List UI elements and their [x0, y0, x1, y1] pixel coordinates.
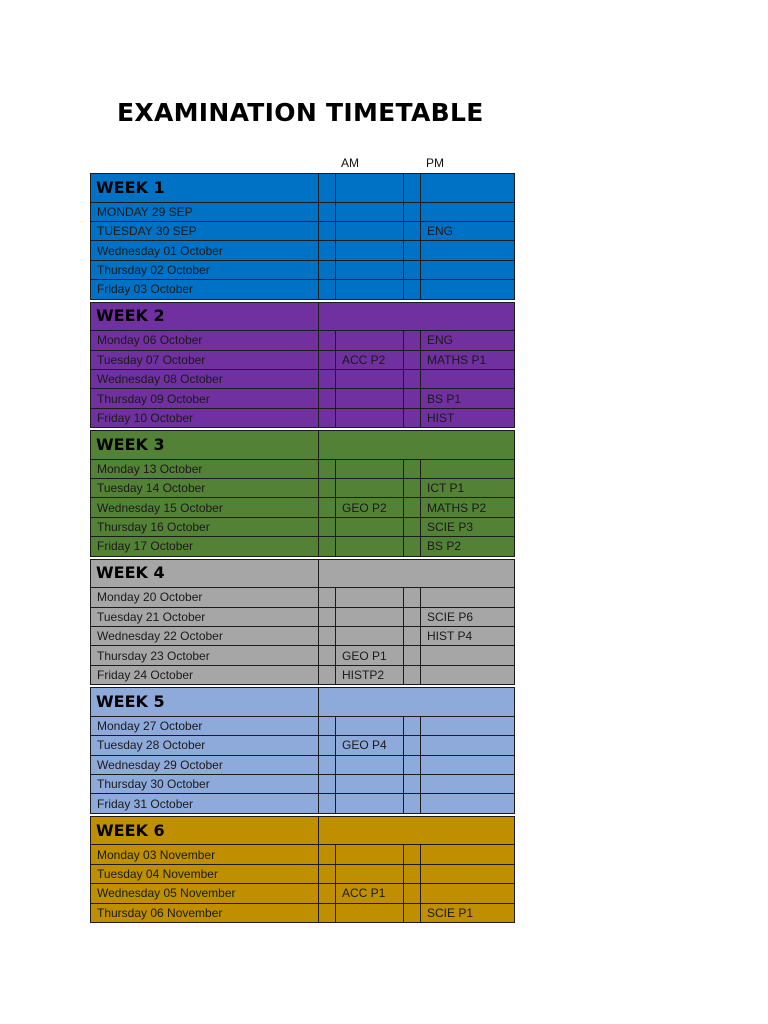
day-cell: Friday 24 October	[91, 665, 319, 684]
table-row	[91, 665, 515, 684]
pm-exam-cell: ENG	[421, 331, 515, 350]
pm-marker-cell	[404, 202, 421, 221]
day-cell: Tuesday 21 October	[91, 607, 319, 626]
pm-exam-cell	[421, 202, 515, 221]
am-marker-cell	[319, 369, 336, 388]
table-row	[91, 774, 515, 793]
pm-marker-cell	[404, 498, 421, 517]
am-marker-cell	[319, 627, 336, 646]
pm-column-header: PM	[426, 156, 444, 170]
table-row	[91, 331, 515, 350]
pm-marker-cell	[404, 517, 421, 536]
day-cell: Wednesday 08 October	[91, 369, 319, 388]
pm-marker-cell	[404, 241, 421, 260]
pm-marker-cell	[404, 350, 421, 369]
week-header-row	[91, 559, 515, 588]
pm-exam-cell: HIST P4	[421, 627, 515, 646]
am-marker-cell	[319, 459, 336, 478]
day-cell: Tuesday 07 October	[91, 350, 319, 369]
pm-exam-cell	[421, 794, 515, 813]
am-marker-cell	[319, 864, 336, 883]
week-label: WEEK 3	[91, 431, 319, 460]
day-cell: Wednesday 22 October	[91, 627, 319, 646]
pm-marker-cell	[404, 627, 421, 646]
am-exam-cell	[336, 903, 404, 922]
day-cell: Thursday 02 October	[91, 260, 319, 279]
week-header-row	[91, 431, 515, 460]
am-marker-cell	[319, 350, 336, 369]
am-marker-cell	[319, 755, 336, 774]
pm-marker-cell	[404, 736, 421, 755]
am-column-header: AM	[341, 156, 359, 170]
week-header-row	[91, 816, 515, 845]
am-marker-cell	[319, 903, 336, 922]
am-exam-cell	[336, 755, 404, 774]
am-exam-cell	[336, 369, 404, 388]
pm-marker-cell	[404, 260, 421, 279]
pm-exam-cell: BS P1	[421, 389, 515, 408]
week-header-blank	[319, 816, 515, 845]
week-header-row	[91, 174, 515, 203]
am-exam-cell	[336, 537, 404, 556]
am-exam-cell	[336, 408, 404, 427]
am-exam-cell	[336, 202, 404, 221]
am-marker-cell	[319, 260, 336, 279]
week-header-blank	[319, 302, 515, 331]
day-cell: Tuesday 14 October	[91, 479, 319, 498]
am-marker-cell	[319, 389, 336, 408]
am-exam-cell	[336, 331, 404, 350]
table-row	[91, 627, 515, 646]
pm-exam-cell	[421, 459, 515, 478]
table-row	[91, 537, 515, 556]
week-header-row	[91, 688, 515, 717]
table-row	[91, 517, 515, 536]
pm-marker-cell	[404, 845, 421, 864]
am-marker-cell	[319, 794, 336, 813]
day-cell: Tuesday 28 October	[91, 736, 319, 755]
day-cell: Wednesday 05 November	[91, 884, 319, 903]
table-row	[91, 716, 515, 735]
am-exam-cell: GEO P4	[336, 736, 404, 755]
table-row	[91, 350, 515, 369]
table-row	[91, 755, 515, 774]
week-label: WEEK 4	[91, 559, 319, 588]
day-cell: Thursday 30 October	[91, 774, 319, 793]
pm-marker-cell	[404, 221, 421, 240]
am-exam-cell	[336, 607, 404, 626]
table-row	[91, 646, 515, 665]
am-exam-cell: GEO P1	[336, 646, 404, 665]
pm-marker-cell	[404, 884, 421, 903]
pm-exam-cell	[421, 588, 515, 607]
pm-marker-cell	[404, 588, 421, 607]
table-row	[91, 607, 515, 626]
am-marker-cell	[319, 498, 336, 517]
pm-exam-cell: MATHS P2	[421, 498, 515, 517]
pm-marker-cell	[404, 607, 421, 626]
am-exam-cell: GEO P2	[336, 498, 404, 517]
table-row	[91, 884, 515, 903]
am-marker-cell	[319, 331, 336, 350]
am-marker-cell	[319, 884, 336, 903]
pm-header-cell	[421, 174, 515, 203]
day-cell: Monday 27 October	[91, 716, 319, 735]
am-exam-cell	[336, 241, 404, 260]
day-cell: Thursday 23 October	[91, 646, 319, 665]
am-marker-cell	[319, 241, 336, 260]
pm-exam-cell: ENG	[421, 221, 515, 240]
table-row	[91, 280, 515, 299]
am-exam-cell	[336, 280, 404, 299]
am-marker-cell	[319, 665, 336, 684]
week-label: WEEK 2	[91, 302, 319, 331]
day-cell: Thursday 16 October	[91, 517, 319, 536]
am-marker-cell	[319, 517, 336, 536]
table-row	[91, 736, 515, 755]
am-marker-cell	[319, 774, 336, 793]
pm-marker-cell	[404, 331, 421, 350]
table-row	[91, 588, 515, 607]
day-cell: Wednesday 15 October	[91, 498, 319, 517]
day-cell: Friday 17 October	[91, 537, 319, 556]
table-row	[91, 221, 515, 240]
pm-marker-cell	[404, 537, 421, 556]
am-exam-cell: HISTP2	[336, 665, 404, 684]
am-exam-cell	[336, 260, 404, 279]
pm-exam-cell: MATHS P1	[421, 350, 515, 369]
pm-exam-cell	[421, 665, 515, 684]
pm-marker-cell	[404, 174, 421, 203]
am-header-cell	[336, 174, 404, 203]
pm-exam-cell	[421, 755, 515, 774]
am-marker-cell	[319, 174, 336, 203]
am-marker-cell	[319, 845, 336, 864]
pm-marker-cell	[404, 389, 421, 408]
week-label: WEEK 1	[91, 174, 319, 203]
table-row	[91, 479, 515, 498]
table-row	[91, 408, 515, 427]
am-exam-cell	[336, 389, 404, 408]
am-marker-cell	[319, 736, 336, 755]
am-exam-cell	[336, 845, 404, 864]
week-label: WEEK 6	[91, 816, 319, 845]
am-marker-cell	[319, 280, 336, 299]
day-cell: Monday 03 November	[91, 845, 319, 864]
day-cell: Monday 20 October	[91, 588, 319, 607]
pm-marker-cell	[404, 369, 421, 388]
day-cell: Monday 06 October	[91, 331, 319, 350]
day-cell: Tuesday 04 November	[91, 864, 319, 883]
day-cell: Friday 10 October	[91, 408, 319, 427]
pm-marker-cell	[404, 665, 421, 684]
pm-marker-cell	[404, 755, 421, 774]
am-exam-cell	[336, 627, 404, 646]
pm-marker-cell	[404, 479, 421, 498]
am-exam-cell	[336, 517, 404, 536]
am-exam-cell	[336, 459, 404, 478]
table-row	[91, 369, 515, 388]
day-cell: Monday 13 October	[91, 459, 319, 478]
table-row	[91, 202, 515, 221]
am-exam-cell: ACC P2	[336, 350, 404, 369]
am-marker-cell	[319, 408, 336, 427]
pm-exam-cell	[421, 774, 515, 793]
pm-exam-cell: SCIE P6	[421, 607, 515, 626]
table-row	[91, 459, 515, 478]
table-row	[91, 845, 515, 864]
page-title: EXAMINATION TIMETABLE	[117, 98, 484, 127]
timetable	[90, 173, 515, 923]
week-header-blank	[319, 559, 515, 588]
am-exam-cell	[336, 716, 404, 735]
week-header-blank	[319, 431, 515, 460]
day-cell: Thursday 06 November	[91, 903, 319, 922]
pm-exam-cell	[421, 845, 515, 864]
am-marker-cell	[319, 607, 336, 626]
table-row	[91, 498, 515, 517]
pm-exam-cell	[421, 260, 515, 279]
pm-marker-cell	[404, 794, 421, 813]
am-exam-cell: ACC P1	[336, 884, 404, 903]
pm-marker-cell	[404, 903, 421, 922]
day-cell: Wednesday 29 October	[91, 755, 319, 774]
pm-marker-cell	[404, 864, 421, 883]
pm-exam-cell	[421, 716, 515, 735]
table-row	[91, 389, 515, 408]
pm-exam-cell: BS P2	[421, 537, 515, 556]
pm-marker-cell	[404, 459, 421, 478]
pm-exam-cell	[421, 369, 515, 388]
pm-exam-cell: ICT P1	[421, 479, 515, 498]
am-marker-cell	[319, 221, 336, 240]
am-marker-cell	[319, 202, 336, 221]
am-marker-cell	[319, 716, 336, 735]
day-cell: MONDAY 29 SEP	[91, 202, 319, 221]
pm-exam-cell	[421, 736, 515, 755]
day-cell: Friday 03 October	[91, 280, 319, 299]
pm-marker-cell	[404, 408, 421, 427]
pm-marker-cell	[404, 646, 421, 665]
pm-exam-cell	[421, 884, 515, 903]
pm-exam-cell	[421, 646, 515, 665]
pm-marker-cell	[404, 280, 421, 299]
day-cell: TUESDAY 30 SEP	[91, 221, 319, 240]
am-exam-cell	[336, 479, 404, 498]
pm-exam-cell: HIST	[421, 408, 515, 427]
am-marker-cell	[319, 588, 336, 607]
am-exam-cell	[336, 794, 404, 813]
pm-exam-cell	[421, 864, 515, 883]
week-header-blank	[319, 688, 515, 717]
table-row	[91, 864, 515, 883]
week-label: WEEK 5	[91, 688, 319, 717]
table-row	[91, 241, 515, 260]
am-marker-cell	[319, 646, 336, 665]
am-exam-cell	[336, 221, 404, 240]
pm-exam-cell	[421, 241, 515, 260]
am-marker-cell	[319, 479, 336, 498]
day-cell: Friday 31 October	[91, 794, 319, 813]
am-exam-cell	[336, 864, 404, 883]
week-header-row	[91, 302, 515, 331]
table-row	[91, 794, 515, 813]
pm-marker-cell	[404, 774, 421, 793]
pm-exam-cell: SCIE P1	[421, 903, 515, 922]
pm-exam-cell	[421, 280, 515, 299]
day-cell: Wednesday 01 October	[91, 241, 319, 260]
pm-exam-cell: SCIE P3	[421, 517, 515, 536]
table-row	[91, 903, 515, 922]
am-exam-cell	[336, 588, 404, 607]
table-row	[91, 260, 515, 279]
am-exam-cell	[336, 774, 404, 793]
pm-marker-cell	[404, 716, 421, 735]
am-marker-cell	[319, 537, 336, 556]
day-cell: Thursday 09 October	[91, 389, 319, 408]
